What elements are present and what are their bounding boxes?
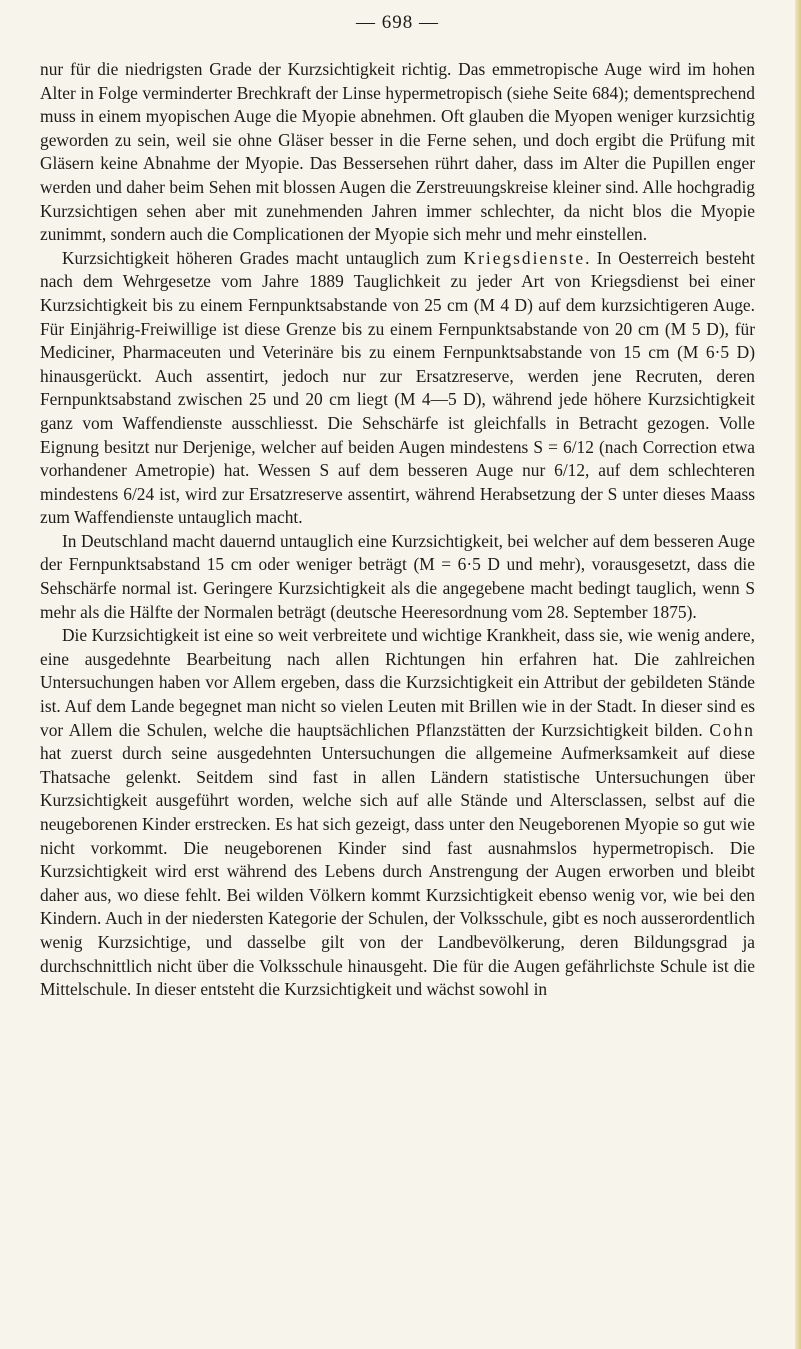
- paragraph-text-start: Die Kurzsichtigkeit ist eine so weit verbreitete und wichtige Krankheit, dass sie, wie wenig andere, eine ausgedehnte Bearbeitung nach allen Richtungen hin erfahren hat. Die zahlreichen Untersuchungen haben vor Allem ergeben, dass die Kurzsichtigkeit ein Attribut der gebildeten Stände ist. Auf dem Lande begegnet man nicht so vielen Leuten mit Brillen wie in der Stadt. In dieser sind es vor Allem die Schulen, welche die hauptsächlichen Pflanzstätten der Kurzsichtigkeit bilden.: [40, 625, 755, 740]
- page-edge: [795, 0, 801, 1349]
- author-name-cohn: Cohn: [709, 719, 755, 740]
- paragraph-text: nur für die niedrigsten Grade der Kurzsichtigkeit richtig. Das emmetropische Auge wird im hohen Alter in Folge verminderter Brechkraft der Linse hypermetropisch (siehe Seite 684); dementsprechend muss in einem myopischen Auge die Myopie abnehmen. Oft glauben die Myopen weniger kurzsichtig geworden zu sein, weil sie ohne Gläser besser in die Ferne sehen, und doch ergibt die Prüfung mit Gläsern keine Abnahme der Myopie. Das Bessersehen rührt daher, dass im Alter die Pupillen enger werden und daher beim Sehen mit blossen Augen die Zerstreuungskreise kleiner sind. Alle hochgradig Kurzsichtigen sehen aber mit zunehmenden Jahren immer schlechter, da nicht blos die Myopie zunimmt, sondern auch die Complicationen der Myopie sich mehr und mehr einstellen.: [40, 59, 755, 245]
- spaced-term: Kriegsdienste: [463, 247, 586, 268]
- paragraph-text-start: Kurzsichtigkeit höheren Grades macht untauglich zum: [62, 247, 464, 268]
- book-page: [40, 6, 755, 1002]
- paragraph-military-germany: [40, 530, 755, 624]
- page-number: — 698 —: [356, 12, 439, 33]
- paragraph-myopia-age: [40, 58, 755, 247]
- paragraph-military-austria: [40, 247, 755, 530]
- paragraph-text-end: hat zuerst durch seine ausgedehnten Untersuchungen die allgemeine Aufmerksamkeit auf diese Thatsache gelenkt. Seitdem sind fast in allen Ländern statistische Untersuchungen über Kurzsichtigkeit ausgeführt worden, welche sich auf alle Stände und Altersclassen, selbst auf die neugeborenen Kinder erstrecken. Es hat sich gezeigt, dass unter den Neugeborenen Myopie so gut wie nicht vorkommt. Die neugeborenen Kinder sind fast ausnahmslos hypermetropisch. Die Kurzsichtigkeit wird erst während des Lebens durch Anstrengung der Augen erworben und bleibt daher aus, wo diese fehlt. Bei wilden Völkern kommt Kurzsichtigkeit ebenso wenig vor, wie bei den Kindern. Auch in der niedersten Kategorie der Schulen, der Volksschule, gibt es noch ausserordentlich wenig Kurzsichtige, und dasselbe gilt von der Landbevölkerung, deren Bildungsgrad ja durchschnittlich nicht über die Volksschule hinausgeht. Die für die Augen gefährlichste Schule ist die Mittelschule. In dieser entsteht die Kurzsichtigkeit und wächst sowohl in: [40, 743, 755, 1000]
- paragraph-prevalence: [40, 624, 755, 1002]
- paragraph-text: In Deutschland macht dauernd untauglich eine Kurzsichtigkeit, bei welcher auf dem besseren Auge der Fernpunktsabstand 15 cm oder weniger beträgt (M = 6·5 D und mehr), vorausgesetzt, dass die Sehschärfe normal ist. Geringere Kurzsichtigkeit als die angegebene macht bedingt tauglich, wenn S mehr als die Hälfte der Normalen beträgt (deutsche Heeresordnung vom 28. September 1875).: [40, 530, 755, 622]
- paragraph-text-end: . In Oesterreich besteht nach dem Wehrgesetze vom Jahre 1889 Tauglichkeit zu jeder Art von Kriegsdienst bei einer Kurzsichtigkeit bis zu einem Fernpunktsabstande von 25 cm (M 4 D) auf dem kurzsichtigeren Auge. Für Einjährig-Freiwillige ist diese Grenze bis zu einem Fernpunktsabstande von 20 cm (M 5 D), für Mediciner, Pharmaceuten und Veterinäre bis zu einem Fernpunktsabstande von 15 cm (M 6·5 D) hinausgerückt. Auch assentirt, jedoch nur zur Ersatzreserve, werden jene Recruten, deren Fernpunktsabstand zwischen 25 und 20 cm liegt (M 4—5 D), während jede höhere Kurzsichtigkeit ganz vom Waffendienste ausschliesst. Die Sehschärfe ist gleichfalls in Betracht gezogen. Volle Eignung besitzt nur Derjenige, welcher auf beiden Augen mindestens S = 6/12 (nach Correction etwa vorhandener Ametropie) hat. Wessen S auf dem besseren Auge nur 6/12, auf dem schlechteren mindestens 6/24 ist, wird zur Ersatzreserve assentirt, während Herabsetzung der S unter dieses Maass zum Waffendienste untauglich macht.: [40, 247, 755, 528]
